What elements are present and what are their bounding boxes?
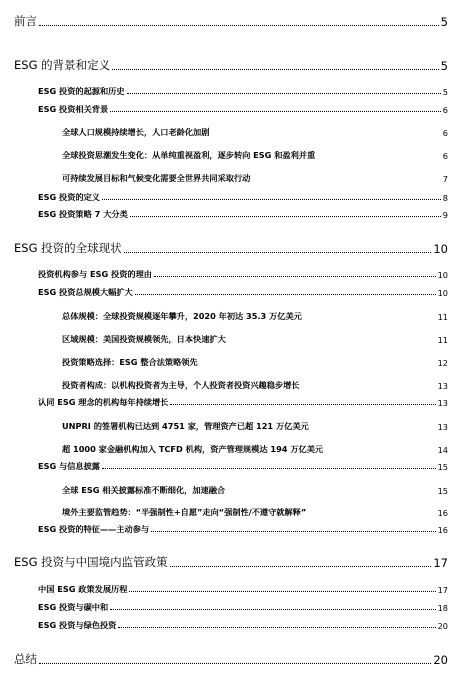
- toc-entry-title: ESG 的背景和定义: [14, 58, 111, 72]
- toc-entry[interactable]: [38, 524, 448, 535]
- toc-entry-page: 16: [437, 525, 448, 535]
- toc-entry-title: 全球人口规模持续增长，人口老龄化加剧: [62, 127, 210, 137]
- toc-entry-title: ESG 投资的特征——主动参与: [38, 524, 150, 534]
- leader-dots: [110, 111, 441, 112]
- toc-entry[interactable]: [38, 584, 448, 595]
- toc-entry[interactable]: [62, 311, 448, 322]
- leader-spacer: [325, 451, 435, 452]
- toc-entry-title: 前言: [14, 14, 37, 28]
- toc-entry-page: 10: [437, 270, 448, 280]
- toc-entry-title: 总体规模：全球投资规模逐年攀升，2020 年初达 35.3 万亿美元: [62, 311, 302, 321]
- toc-entry[interactable]: [14, 554, 448, 570]
- toc-entry[interactable]: [62, 127, 448, 138]
- leader-spacer: [311, 428, 436, 429]
- toc-entry-page: 6: [442, 105, 448, 115]
- toc-entry-title: 投资机构参与 ESG 投资的理由: [38, 269, 152, 279]
- leader-spacer: [301, 387, 435, 388]
- leader-spacer: [200, 364, 436, 365]
- toc-entry-page: 7: [442, 174, 448, 184]
- toc-entry-page: 5: [440, 59, 448, 73]
- toc-entry-title: ESG 投资的定义: [38, 192, 100, 202]
- toc-entry-page: 13: [437, 381, 448, 391]
- toc-entry-page: 15: [437, 486, 448, 496]
- leader-dots: [102, 199, 441, 200]
- toc-entry-page: 5: [440, 15, 448, 29]
- leader-dots: [154, 276, 436, 277]
- leader-dots: [151, 531, 435, 532]
- toc-entry[interactable]: [14, 13, 448, 29]
- toc-entry[interactable]: [14, 57, 448, 73]
- toc-entry[interactable]: [38, 269, 448, 280]
- toc-entry[interactable]: [62, 421, 448, 432]
- toc-entry-title: 境外主要监管趋势：“半强制性+自愿”走向“强制性/不遵守就解释”: [62, 507, 307, 517]
- leader-dots: [135, 294, 436, 295]
- toc-entry-title: 中国 ESG 政策发展历程: [38, 584, 128, 594]
- toc-entry-page: 13: [437, 422, 448, 432]
- toc-entry-page: 17: [437, 585, 448, 595]
- leader-dots: [118, 627, 435, 628]
- toc-entry-title: 认同 ESG 理念的机构每年持续增长: [38, 397, 169, 407]
- toc-entry[interactable]: [62, 173, 448, 184]
- toc-entry-title: ESG 投资与中国境内监管政策: [14, 555, 168, 569]
- toc-entry-page: 6: [442, 151, 448, 161]
- toc-entry[interactable]: [38, 461, 448, 472]
- leader-spacer: [317, 157, 441, 158]
- leader-dots: [102, 468, 436, 469]
- leader-dots: [129, 591, 435, 592]
- leader-dots: [127, 93, 441, 94]
- toc-entry-title: UNPRI 的签署机构已达到 4751 家，管理资产已超 121 万亿美元: [62, 421, 309, 431]
- leader-dots: [170, 566, 432, 567]
- toc-entry-page: 17: [433, 556, 448, 570]
- toc-entry[interactable]: [62, 485, 448, 496]
- toc-entry-title: 超 1000 家金融机构加入 TCFD 机构，资产管理规模达 194 万亿美元: [62, 444, 324, 454]
- toc-entry-title: ESG 投资的全球现状: [14, 241, 122, 255]
- toc-entry-title: ESG 投资的起源和历史: [38, 86, 125, 96]
- toc-entry-page: 18: [437, 603, 448, 613]
- leader-spacer: [304, 318, 436, 319]
- toc-entry[interactable]: [62, 444, 448, 455]
- toc-entry-page: 12: [437, 358, 448, 368]
- toc-entry-title: 可持续发展目标和气候变化需要全世界共同采取行动: [62, 173, 251, 183]
- toc-entry[interactable]: [38, 86, 448, 97]
- toc-entry[interactable]: [38, 192, 448, 203]
- toc-entry[interactable]: [14, 651, 448, 667]
- leader-spacer: [308, 514, 435, 515]
- leader-spacer: [211, 134, 440, 135]
- toc-entry-page: 10: [433, 242, 448, 256]
- leader-dots: [112, 69, 439, 70]
- toc-entry-page: 10: [437, 288, 448, 298]
- toc-entry-page: 8: [442, 193, 448, 203]
- toc-entry-page: 15: [437, 462, 448, 472]
- toc-entry-title: ESG 与信息披露: [38, 461, 100, 471]
- leader-dots: [39, 25, 439, 26]
- toc-entry[interactable]: [62, 334, 448, 345]
- leader-dots: [124, 252, 432, 253]
- leader-dots: [130, 216, 441, 217]
- toc-entry-page: 5: [442, 87, 448, 97]
- toc-entry-title: ESG 投资相关背景: [38, 104, 109, 114]
- leader-dots: [110, 609, 435, 610]
- toc-entry-title: 投资者构成：以机构投资者为主导，个人投资者投资兴趣稳步增长: [62, 380, 300, 390]
- toc-entry[interactable]: [38, 397, 448, 408]
- toc-entry-page: 6: [442, 128, 448, 138]
- toc-entry[interactable]: [14, 240, 448, 256]
- toc-entry-title: 全球 ESG 相关披露标准不断细化，加速融合: [62, 485, 226, 495]
- toc-entry[interactable]: [38, 620, 448, 631]
- toc-entry[interactable]: [62, 150, 448, 161]
- toc-entry-title: ESG 投资总规模大幅扩大: [38, 287, 133, 297]
- toc-entry[interactable]: [62, 380, 448, 391]
- toc-entry-page: 14: [437, 445, 448, 455]
- toc-entry-title: 投资策略选择：ESG 整合法策略领先: [62, 357, 198, 367]
- toc-entry[interactable]: [38, 209, 448, 220]
- toc-entry-page: 20: [437, 621, 448, 631]
- toc-entry[interactable]: [38, 287, 448, 298]
- leader-dots: [39, 663, 431, 664]
- toc-entry[interactable]: [62, 357, 448, 368]
- toc-entry-page: 16: [437, 508, 448, 518]
- leader-spacer: [228, 341, 436, 342]
- toc-entry-title: ESG 投资与碳中和: [38, 602, 109, 612]
- toc-entry[interactable]: [38, 104, 448, 115]
- toc-entry-title: 总结: [14, 652, 37, 666]
- toc-entry-page: 9: [442, 210, 448, 220]
- leader-spacer: [252, 180, 440, 181]
- toc-entry-page: 13: [437, 398, 448, 408]
- toc-entry-title: ESG 投资与绿色投资: [38, 620, 117, 630]
- leader-dots: [170, 404, 435, 405]
- toc-entry-page: 11: [437, 335, 448, 345]
- toc-entry[interactable]: [62, 507, 448, 518]
- toc-entry-page: 11: [437, 312, 448, 322]
- toc-entry-page: 20: [433, 653, 448, 667]
- toc-entry[interactable]: [38, 602, 448, 613]
- toc-entry-title: ESG 投资策略 7 大分类: [38, 209, 128, 219]
- toc-entry-title: 区域规模：美国投资规模领先，日本快速扩大: [62, 334, 226, 344]
- toc-entry-title: 全球投资思潮发生变化：从单纯重视盈利，逐步转向 ESG 和盈利并重: [62, 150, 316, 160]
- leader-spacer: [227, 492, 435, 493]
